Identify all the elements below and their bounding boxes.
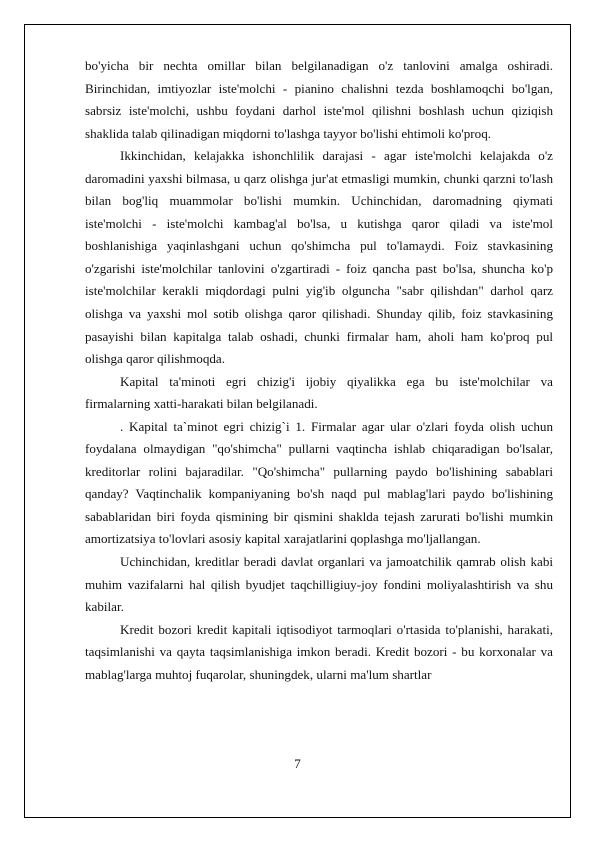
paragraph-3: Kapital ta'minoti egri chizig'i ijobiy qiyalikka ega bu iste'molchilar va firmalarning xatti-harakati bilan belgilanadi. (85, 373, 553, 412)
paragraph-1: bo'yicha bir nechta omillar bilan belgilanadigan o'z tanlovini amalga oshiradi. Birinchidan, imtiyozlar iste'molchi - pianino chalishni tezda boshlamoqchi bo'lgan, sabrsiz iste'molchi, ushbu foydani darhol iste'mol qilishni boshlash uchun qiziqish shaklida talab qilinadigan miqdorni to'lashga tayyor bo'lishi ehtimoli ko'proq. (85, 58, 553, 141)
document-body (85, 55, 553, 686)
paragraph-4: . Kapital ta`minot egri chizig`i 1. Firmalar agar ular o'zlari foyda olish uchun foydalana olmaydigan "qo'shimcha" pullarni vaqtincha ishlab chiqaradigan bo'lsalar, kreditorlar rolini bajaradilar. "Qo'shimcha" pullarning paydo bo'lishining sabablari qanday? Vaqtinchalik kompaniyaning bo'sh naqd pul mablag'lari paydo bo'lishining sabablaridan biri foyda qismining bir qismini shaklda tejash zarurati bo'lishi mumkin amortizatsiya to'lovlari asosiy kapital xarajatlarini qoplashga mo'ljallangan. (85, 418, 553, 547)
page-number: 7 (294, 756, 301, 771)
paragraph-5: Uchinchidan, kreditlar beradi davlat organlari va jamoatchilik qamrab olish kabi muhim vazifalarni hal qilish byudjet taqchilligiuy-joy fondini moliyalashtirish va shu kabilar. (85, 554, 553, 615)
paragraph-6: Kredit bozori kredit kapitali iqtisodiyot tarmoqlari o'rtasida to'planishi, harakati, taqsimlanishi va qayta taqsimlanishiga imkon beradi. Kredit bozori - bu korxonalar va mablag'larga muhtoj fuqarolar, shuningdek, ularni ma'lum shartlar (85, 621, 553, 682)
paragraph-2: Ikkinchidan, kelajakka ishonchlilik darajasi - agar iste'molchi kelajakda o'z daromadini yaxshi bilmasa, u qarz olishga jur'at etmasligi mumkin, chunki qarzni to'lash bilan bog'liq muammolar bo'lishi mumkin. Uchinchidan, daromadning qiymati iste'molchi - iste'molchi kambag'al bo'lsa, u kutishga qaror qiladi va iste'mol boshlanishiga yaqinlashgani uchun qo'shimcha pul to'lamaydi. Foiz stavkasining o'zgarishi iste'molchilar tanlovini o'zgartiradi - foiz qancha past bo'lsa, shuncha ko'p iste'molchilar kerakli miqdordagi pulni yig'ib olguncha "sabr qilishdan" darhol qarz olishga va yaxshi mol sotib olishga qaror qilishadi. Shunday qilib, foiz stavkasining pasayishi bilan kapitalga talab oshadi, chunki firmalar ham, aholi ham ko'proq pul olishga qaror qilishmoqda. (85, 148, 553, 367)
